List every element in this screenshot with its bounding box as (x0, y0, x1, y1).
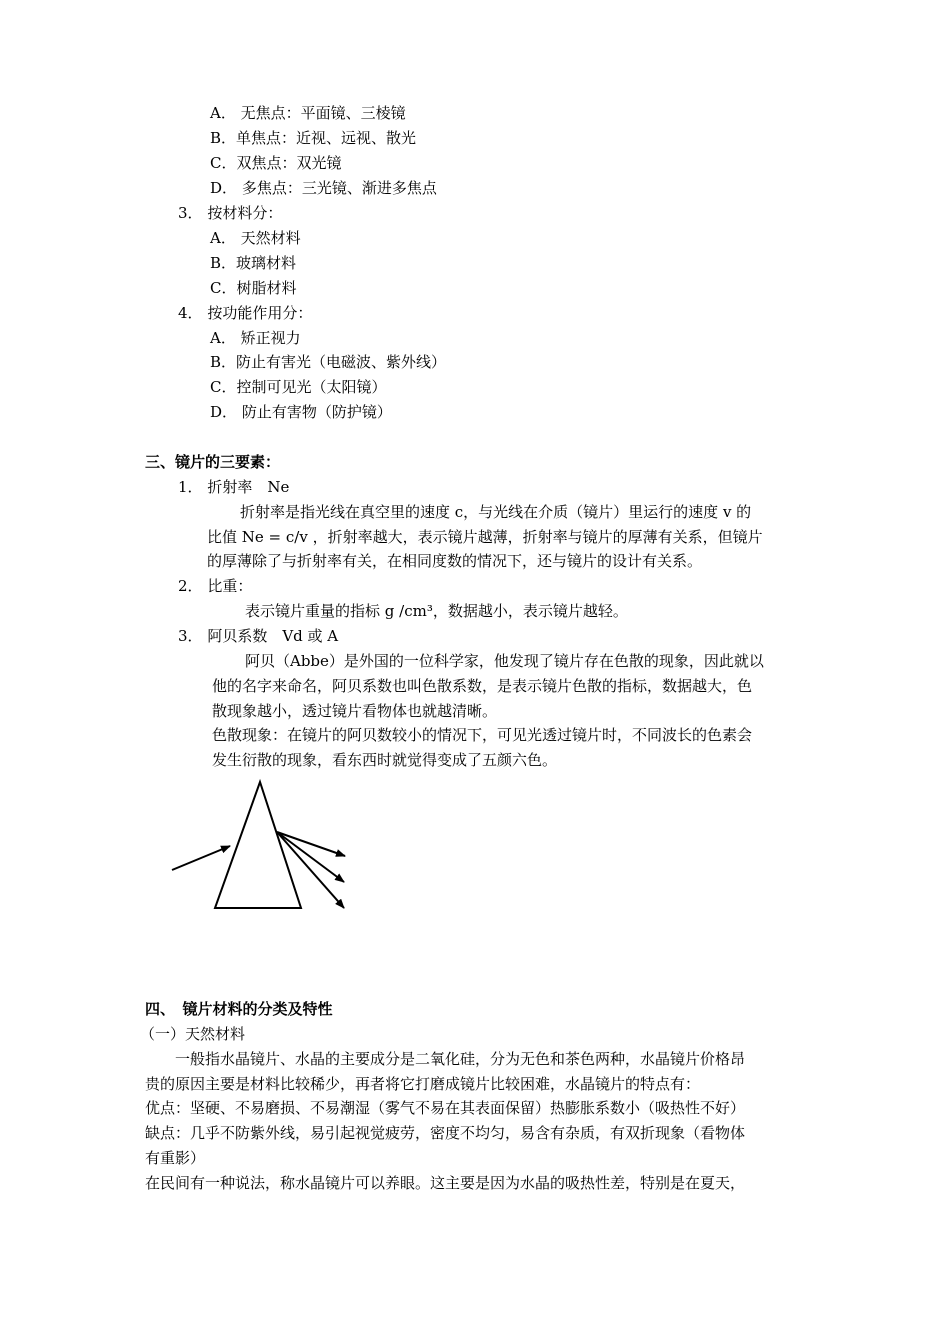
focus-item-d: D． 多焦点：三光镜、渐进多焦点 (210, 179, 437, 197)
refractive-index-line1: 折射率是指光线在真空里的速度 c，与光线在介质（镜片）里运行的速度 v 的 (240, 503, 752, 521)
focus-item-c: C．双焦点：双光镜 (210, 154, 342, 172)
prism-dispersion-diagram (160, 778, 360, 918)
section4-heading: 四、 镜片材料的分类及特性 (145, 1000, 333, 1018)
refractive-index-title: 1． 折射率 Ne (178, 478, 290, 496)
natural-folk-saying: 在民间有一种说法，称水晶镜片可以养眼。这主要是因为水晶的吸热性差，特别是在夏天， (145, 1174, 746, 1192)
function-item-c: C．控制可见光（太阳镜） (210, 378, 387, 396)
abbe-body-line3: 散现象越小，透过镜片看物体也就越清晰。 (212, 702, 498, 720)
abbe-number-title: 3． 阿贝系数 Vd 或 A (178, 627, 339, 645)
function-classification-title: 4． 按功能作用分： (178, 304, 313, 322)
natural-advantages: 优点：坚硬、不易磨损、不易潮湿（雾气不易在其表面保留）热膨胀系数小（吸热性不好） (145, 1099, 746, 1117)
section3-heading: 三、镜片的三要素： (145, 453, 281, 471)
material-classification-title: 3． 按材料分： (178, 204, 283, 222)
abbe-body-line2: 他的名字来命名，阿贝系数也叫色散系数，是表示镜片色散的指标，数据越大，色 (212, 677, 753, 695)
dispersion-line2: 发生衍散的现象，看东西时就觉得变成了五颜六色。 (212, 751, 558, 769)
natural-para-line2: 贵的原因主要是材料比较稀少，再者将它打磨成镜片比较困难，水晶镜片的特点有： (145, 1075, 701, 1093)
focus-item-b: B．单焦点：近视、远视、散光 (210, 129, 417, 147)
material-item-b: B．玻璃材料 (210, 254, 297, 272)
function-item-b: B．防止有害光（电磁波、紫外线） (210, 353, 447, 371)
natural-para-line1: 一般指水晶镜片、水晶的主要成分是二氧化硅，分为无色和茶色两种，水晶镜片价格昂 (145, 1050, 746, 1068)
function-item-d: D． 防止有害物（防护镜） (210, 403, 392, 421)
incident-light-arrow (172, 846, 230, 870)
focus-item-a: A． 无焦点：平面镜、三棱镜 (210, 104, 406, 122)
material-item-a: A． 天然材料 (210, 229, 301, 247)
specific-gravity-body: 表示镜片重量的指标 g /cm³，数据越小，表示镜片越轻。 (245, 602, 628, 620)
natural-disadvantages: 缺点：几乎不防紫外线，易引起视觉疲劳，密度不均匀，易含有杂质，有双折现象（看物体 (145, 1124, 746, 1142)
dispersed-ray-2 (277, 832, 344, 882)
refractive-index-line2: 比值 Ne = c/v ，折射率越大，表示镜片越薄，折射率与镜片的厚薄有关系，但镜片 (207, 528, 763, 546)
function-item-a: A． 矫正视力 (210, 329, 301, 347)
subsection-natural-material: （一）天然材料 (140, 1025, 246, 1043)
refractive-index-line3: 的厚薄除了与折射率有关，在相同度数的情况下，还与镜片的设计有关系。 (207, 552, 703, 570)
specific-gravity-title: 2． 比重： (178, 577, 253, 595)
natural-disadvantages-cont: 有重影） (145, 1149, 206, 1167)
material-item-c: C．树脂材料 (210, 279, 297, 297)
dispersion-line1: 色散现象：在镜片的阿贝数较小的情况下，可见光透过镜片时，不同波长的色素会 (212, 726, 753, 744)
abbe-body-line1: 阿贝（Abbe）是外国的一位科学家，他发现了镜片存在色散的现象，因此就以 (245, 652, 764, 670)
